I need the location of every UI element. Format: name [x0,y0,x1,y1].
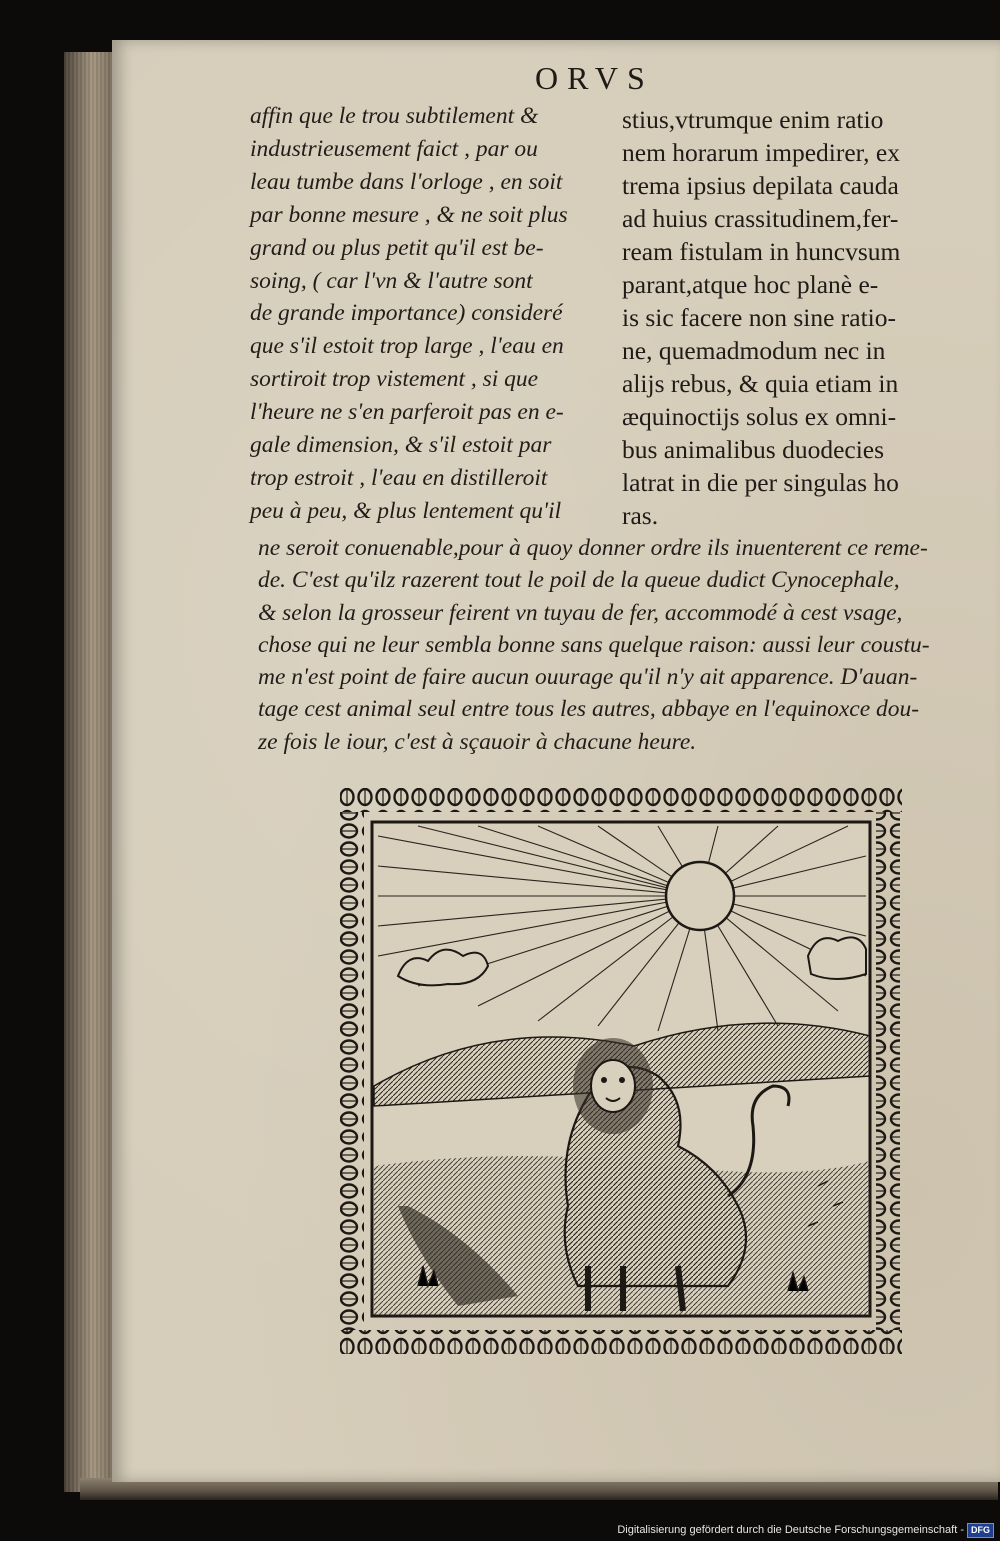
text-line: ream fistulam in huncvsum [622,237,901,266]
text-line: leau tumbe dans l'orloge , en soit [250,168,563,195]
text-line: tage cest animal seul entre tous les autres, abbaye en l'equinoxce dou- [258,696,920,723]
french-column [250,100,600,528]
text-line: me n'est point de faire aucun ouurage qu'il n'y ait apparence. D'auan- [258,664,918,691]
text-line: trop estroit , l'eau en distilleroit [250,464,548,491]
credit-text: Digitalisierung gefördert durch die Deutsche Forschungsgemeinschaft - [617,1524,964,1537]
border-bottom [340,1330,902,1354]
text-line: ne, quemadmodum nec in [622,336,886,365]
running-head: ORVS [535,60,654,96]
text-line: alijs rebus, & quia etiam in [622,369,899,398]
woodcut-illustration [338,786,904,1356]
text-line: par bonne mesure , & ne soit plus [250,201,568,228]
text-line: peu à peu, & plus lentement qu'il [250,497,562,524]
text-line: chose qui ne leur sembla bonne sans quelque raison: aussi leur coustu- [258,631,930,658]
text-line: l'heure ne s'en parferoit pas en e- [250,399,564,426]
text-line: ne seroit conuenable,pour à quoy donner ordre ils inuenterent ce reme- [258,535,928,561]
book-fore-edge [64,52,116,1492]
border-top [340,788,902,812]
text-line: sortiroit trop vistement , si que [250,366,539,393]
text-line: de grande importance) consideré [250,300,563,327]
text-line: ras. [622,501,659,530]
border-right [876,812,900,1330]
border-left [340,812,364,1330]
text-line: grand ou plus petit qu'il est be- [250,234,544,261]
text-line: is sic facere non sine ratio- [622,303,897,332]
text-line: industrieusement faict , par ou [250,135,538,162]
sun [666,862,734,930]
digitization-credit [600,1522,994,1538]
text-line: trema ipsius depilata cauda [622,171,899,200]
french-continuation [258,532,978,758]
text-line: nem horarum impedirer, ex [622,138,900,167]
text-line: affin que le trou subtilement & [250,103,539,129]
text-line: stius,vtrumque enim ratio [622,105,884,134]
dfg-logo: DFG [967,1523,994,1538]
text-line: soing, ( car l'vn & l'autre sont [250,267,533,294]
text-line: bus animalibus duodecies [622,435,885,464]
text-line: æquinoctijs solus ex omni- [622,402,897,431]
text-line: que s'il estoit trop large , l'eau en [250,333,564,360]
text-line: ze fois le iour, c'est à sçauoir à chacune heure. [258,728,697,755]
text-line: gale dimension, & s'il estoit par [250,432,552,459]
cloud-right [808,937,866,979]
latin-column [622,103,967,532]
text-line: & selon la grosseur feirent vn tuyau de fer, accommodé à cest vsage, [258,599,903,626]
text-line: de. C'est qu'ilz razerent tout le poil de la queue dudict Cynocephale, [258,567,900,594]
woodcut-svg [338,786,904,1356]
text-line: latrat in die per singulas ho [622,468,899,497]
text-line: parant,atque hoc planè e- [622,270,879,299]
text-line: ad huius crassitudinem,fer- [622,204,899,233]
